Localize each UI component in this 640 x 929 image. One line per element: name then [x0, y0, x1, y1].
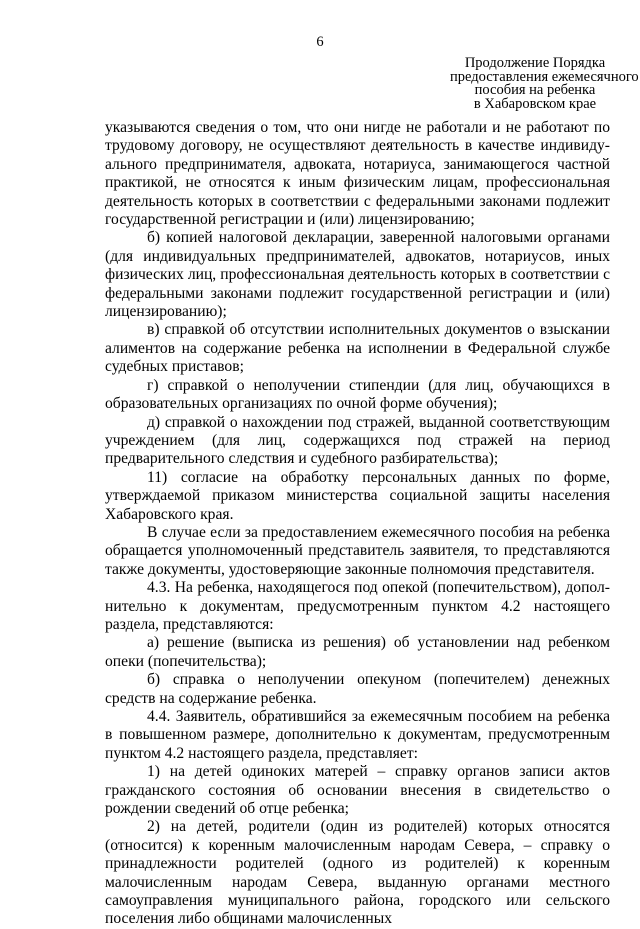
paragraph-item-d: д) справкой о нахождении под стражей, выданной соответствующим учреждением (для лиц, содержащихся под стражей на период предварительного следствия и судебного разбирательства); [105, 413, 610, 468]
running-header-line: пособия на ребенка [474, 82, 596, 98]
paragraph-continuation: указываются сведения о том, что они нигде не работали и не работают по трудовому договору, не осуществляют деятельность в качестве индивидуального предпринимателя, адвоката, нотариуса, занимающегося частной практикой, не относятся к иным физическим лицам, профессиональная деятельность которых в соответствии с федеральными законами подлежит государственной регистрации и (или) лицензированию; [105, 119, 610, 229]
paragraph-4-4-item-2: 2) на детей, родители (один из родителей) которых относятся (относится) к коренным малочисленным народам Севера, – справку о принадлежности родителей (одного из родителей) к коренным малочисленным народам Севера, выданную органами местного самоуправления муниципального района, городского или сельского поселения либо общинами малочисленных [105, 818, 610, 928]
paragraph-item-g: г) справкой о неполучении стипендии (для лиц, обучающихся в образовательных организациях по очной форме обучения); [105, 376, 610, 413]
paragraph-item-v: в) справкой об отсутствии исполнительных документов о взыскании алиментов на содержание ребенка на исполнении в Федеральной службе судебных приставов; [105, 321, 610, 376]
paragraph-4-3-item-a: а) решение (выписка из решения) об установлении над ребенком опеки (попечительства); [105, 634, 610, 670]
running-header-line: в Хабаровском крае [473, 95, 597, 112]
paragraph-section-4-3: 4.3. На ребенка, находящегося под опекой (попечительством), дополнительно к документам, предусмотренным пунктом 4.2 настоящего раздела, представляются: [105, 579, 610, 633]
paragraph-item-b: б) копией налоговой декларации, заверенной налоговыми органами (для индивидуальных предпринимателей, адвокатов, нотариусов, иных физических лиц, профессиональная деятельность которых в соответствии с федеральными законами подлежит государственной регистрации и (или) лицензированию); [105, 229, 610, 321]
paragraph-4-4-item-1: 1) на детей одиноких матерей – справку органов записи актов гражданского состояния об основании внесения в свидетельство о рождении сведений об отце ребенка; [105, 763, 610, 818]
paragraph-representative: В случае если за предоставлением ежемесячного пособия на ребенка обращается уполномоченный представитель заявителя, то представляются также документы, удостоверяющие законные полномочия представителя. [105, 523, 610, 578]
document-body [105, 119, 610, 929]
running-header [450, 55, 639, 112]
paragraph-section-4-4: 4.4. Заявитель, обратившийся за ежемесячным пособием на ребенка в повышенном размере, дополнительно к документам, предусмотренным пунктом 4.2 настоящего раздела, представляет: [105, 708, 610, 762]
running-header-line: предоставления ежемесячного [450, 68, 639, 85]
page-number: 6 [316, 34, 324, 50]
paragraph-item-11: 11) согласие на обработку персональных данных по форме, утверждаемой приказом министерства социальной защиты населения Хабаровского края. [105, 468, 610, 523]
running-header-line: Продолжение Порядка [464, 55, 606, 71]
paragraph-4-3-item-b: б) справка о неполучении опекуном (попечителем) денежных средств на содержание ребенка. [105, 671, 610, 707]
